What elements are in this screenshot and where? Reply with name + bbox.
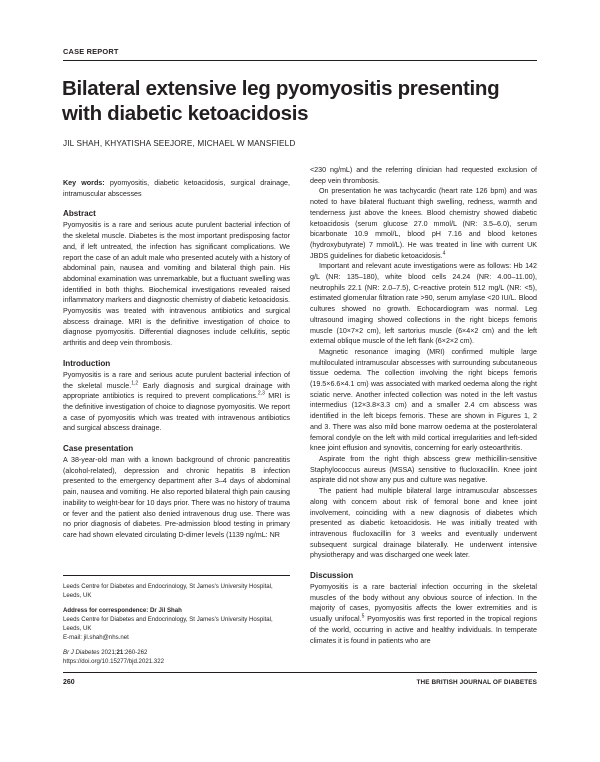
page-number: 260 — [63, 679, 75, 686]
case-paragraph-4: Magnetic resonance imaging (MRI) confirmed multiple large multiloculated intramuscular abscesses with surrounding subcutaneous tissue oedema. The collection involving the right biceps femoris (19.5×6.6×4.1 cm) was associated with marked oedema along the right sciatic nerve. Another infected collection was noted in the left vastus intermedius (12×3.8×3.3 cm) and a smaller 2.4 cm abscess was identified in the left biceps femoris. These are shown in Figures 1, 2 and 3. There was also mild bone marrow oedema at the posterolateral femoral condyle on the left with mild cortical irregularities and left-sided knee joint effusion and synovitis, concerning for early osteoarthritis. — [310, 347, 537, 453]
abstract-text: Pyomyositis is a rare and serious acute purulent bacterial infection of the skeletal muscle. Diabetes is the most important predisposing factor and, if left untreated, the infection has significant complications. We report the case of an adult male who presented acutely with a history of abdominal pain, nausea and vomiting and bilateral thigh pain. His abdominal examination was unremarkable, but a fluctuant swelling was identified in both thighs. Biochemical investigations revealed raised inflammatory markers and diagnostic chemistry of diabetic ketoacidosis. Pyomyositis was treated with intravenous antibiotics and surgical abscess drainage. MRI is the definitive investigation of choice to diagnose pyomyositis. Differential diagnoses include cellulitis, septic arthritis and deep vein thrombosis. — [63, 221, 291, 348]
left-column — [63, 178, 290, 541]
correspondence — [63, 606, 290, 642]
introduction-text — [63, 370, 290, 434]
intro-part-1: Pyomyositis is a rare and serious acute purulent bacterial infection of the skeletal muscle. — [63, 370, 290, 390]
reference-marker: 4 — [442, 250, 446, 257]
discussion-part-2: Pyomyositis was first reported in the tropical regions of the world, occurring in active and healthy individuals. In temperate climates it is found in patients who are — [310, 615, 537, 645]
keywords-text: pyomyositis, diabetic ketoacidosis, surgical drainage, intramuscular abscesses — [63, 179, 290, 198]
keywords — [63, 178, 290, 199]
citation — [63, 648, 290, 666]
case-paragraph-5: Aspirate from the right thigh abscess grew methicillin-sensitive Staphylococcus aureus (MSSA) sensitive to flucloxacillin. Knee joint aspirate did not show any pus and culture was negative. — [310, 454, 537, 485]
case-paragraph-6: The patient had multiple bilateral large intramuscular abscesses along with concern about risk of femoral bone and knee joint involvement, coinciding with a new diagnosis of diabetes which presented as diabetic ketoacidosis. He was initially treated with intravenous flucloxacillin for 3 weeks and eventually underwent subsequent surgical drainage bilaterally. He underwent intensive physiotherapy and was discharged one week later. — [310, 487, 537, 560]
correspondence-address: Leeds Centre for Diabetes and Endocrinology, St James's University Hospital, Leeds, UK — [63, 616, 273, 632]
case-paragraph-1: A 38-year-old man with a known background of chronic pancreatitis (alcohol-related), depression and chronic hepatitis B infection presented to the emergency department after 3–4 days of abdominal pain, nausea and vomiting. He also reported bilateral thigh pain causing inability to weight-bear for 10 days prior. There was no history of trauma or fever and the patient also denied intravenous drug use. There was no prior diagnosis of diabetes. Pre-admission blood testing in primary care had shown elevated circulating D-dimer levels (1139 ng/mL: NR — [63, 456, 290, 539]
footnote-rule — [63, 575, 290, 576]
discussion-part-1: Pyomyositis is a rare bacterial infection occurring in the skeletal muscles of the body without any obvious source of infection. In the majority of cases, pyomyositis affects the lower extremities and is usually unifocal. — [310, 583, 537, 624]
section-label: CASE REPORT — [63, 47, 119, 56]
introduction-heading: Introduction — [63, 358, 111, 368]
citation-volume: 21 — [116, 649, 124, 656]
journal-name: THE BRITISH JOURNAL OF DIABETES — [416, 679, 537, 686]
right-column — [310, 165, 537, 646]
case-heading: Case presentation — [63, 444, 134, 454]
discussion-text — [310, 582, 537, 646]
discussion-heading: Discussion — [310, 571, 354, 581]
correspondence-label: Address for correspondence: Dr Jil Shah — [63, 607, 182, 614]
case-paragraph-2-text: On presentation he was tachycardic (heart rate 126 bpm) and was noted to have bilateral fluctuant thigh swelling, redness, warmth and tenderness just above the knees. Blood chemistry showed diabetic ketoacidosis (serum glucose 27.0 mmol/L (NR: 3.5–6.0), serum bicarbonate 10.9 mmol/L, blood pH 7.16 and blood ketones (hydroxybutyrate) 7 mmol/L). He was treated in line with current UK JBDS guidelines for diabetic ketoacidosis. — [310, 187, 537, 260]
doi-link[interactable]: https://doi.org/10.15277/bjd.2021.322 — [63, 658, 164, 665]
affiliation: Leeds Centre for Diabetes and Endocrinology, St James's University Hospital, Leeds, UK — [63, 583, 273, 599]
abstract-heading: Abstract — [63, 209, 96, 219]
citation-year: 2021; — [99, 649, 117, 656]
intro-part-3: MRI is the definitive investigation of choice to diagnose pyomyositis. We report a case of pyomyositis which was treated with intravenous antibiotics and surgical abscess drainage. — [63, 392, 290, 433]
header-rule — [63, 60, 537, 61]
reference-marker: 5 — [361, 613, 365, 620]
author-list: JIL SHAH, KHYATISHA SEEJORE, MICHAEL W MANSFIELD — [63, 139, 296, 148]
case-paragraph-1-continued: <230 ng/mL) and the referring clinician had requested exclusion of deep vein thrombosis. — [310, 166, 537, 185]
keywords-label: Key words: — [63, 179, 105, 187]
reference-marker: 1,2 — [131, 380, 139, 387]
intro-part-2: Early diagnosis and surgical drainage with appropriate antibiotics is required to prevent complications. — [63, 381, 290, 401]
case-paragraph-2 — [310, 186, 537, 261]
footnote-block — [63, 575, 290, 672]
case-paragraph-3: Important and relevant acute investigations were as follows: Hb 142 g/L (NR: 135–180), white blood cells 24.24 (NR: 4.00–11.00), neutrophils 22.1 (NR: 2.0–7.5), C-reactive protein 512 mg/L (NR: <5), estimated glomerular filtration rate >90, serum amylase <20 IU/L. Blood cultures showed no growth. Echocardiogram was normal. Leg ultrasound imaging showed collections in the right biceps femoris muscle (10×7×2 cm), left sartorius muscle (6×4×2 cm) and the left external oblique muscle of the left flank (6×2×2 cm). — [310, 262, 537, 346]
citation-pages: :260-262 — [123, 649, 148, 656]
footer-rule — [63, 672, 537, 673]
article-title: Bilateral extensive leg pyomyositis presenting with diabetic ketoacidosis — [62, 77, 500, 125]
citation-journal: Br J Diabetes — [63, 649, 100, 656]
reference-marker: 2,3 — [257, 390, 265, 397]
correspondence-email[interactable]: E-mail: jil.shah@nhs.net — [63, 634, 129, 641]
